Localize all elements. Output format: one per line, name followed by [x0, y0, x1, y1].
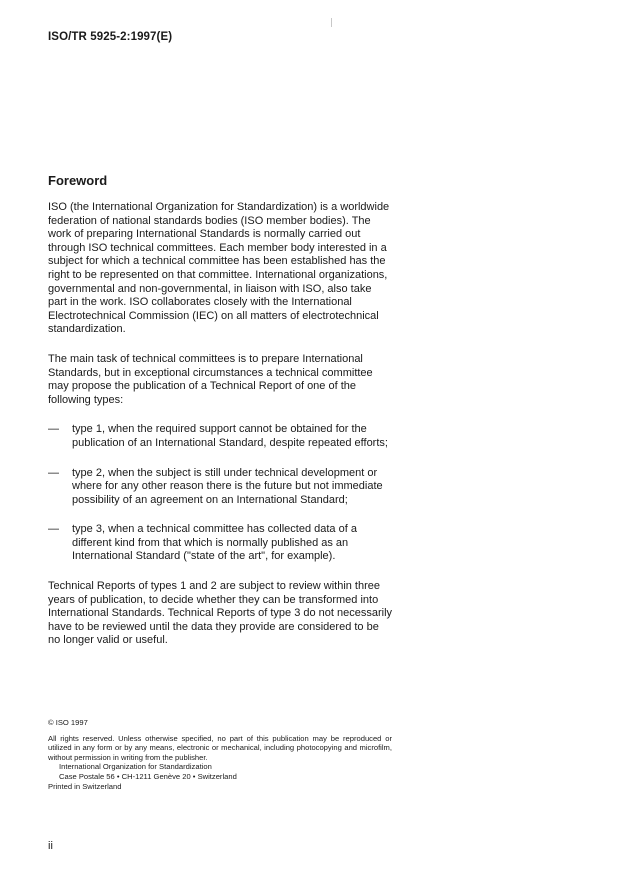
list-item-text: type 3, when a technical committee has collected data of a different kind from that which is normally published as an International Standard ("state of the art", for example). — [72, 523, 357, 563]
copyright-notice: © ISO 1997 — [48, 718, 88, 727]
report-type-list — [48, 423, 393, 564]
list-item — [48, 423, 393, 450]
dash-bullet: — — [48, 423, 59, 436]
list-item — [48, 523, 393, 564]
scan-mark — [331, 18, 332, 27]
page-title: Foreword — [48, 173, 108, 188]
list-item-text: type 1, when the required support cannot be obtained for the publication of an International Standard, despite repeated efforts; — [72, 423, 388, 449]
copyright-footer — [48, 718, 392, 791]
foreword-body — [48, 201, 393, 664]
list-item-text: type 2, when the subject is still under technical development or where for any other reason there is the future but not immediate possibility of an agreement on an International Standard; — [72, 466, 383, 506]
dash-bullet: — — [48, 466, 59, 479]
address-line-2: Case Postale 56 • CH-1211 Genève 20 • Switzerland — [59, 771, 237, 781]
dash-bullet: — — [48, 523, 59, 536]
main-task-paragraph: The main task of technical committees is to prepare International Standards, but in exceptional circumstances a technical committee may propose the publication of a Technical Report of one of the following types: — [48, 352, 373, 406]
rights-statement: All rights reserved. Unless otherwise specified, no part of this publication may be reproduced or utilized in any form or by any means, electronic or mechanical, including photocopying and microfilm, without permission in writing from the publisher. — [48, 733, 392, 762]
closing-paragraph: Technical Reports of types 1 and 2 are subject to review within three years of publication, to decide whether they can be transformed into International Standards. Technical Reports of type 3 do not necessarily have to be reviewed until the data they provide are considered to be no longer valid or useful. — [48, 580, 393, 647]
printed-note: Printed in Switzerland — [48, 781, 122, 791]
list-item — [48, 467, 393, 508]
intro-paragraph: ISO (the International Organization for Standardization) is a worldwide federation of national standards bodies (ISO member bodies). The work of preparing International Standards is normally carried out through ISO technical committees. Each member body interested in a subject for which a technical committee has been established has the right to be represented on that committee. International organizations, governmental and non-governmental, in liaison with ISO, also take part in the work. ISO collaborates closely with the International Electrotechnical Commission (IEC) on all matters of electrotechnical standardization. — [48, 201, 390, 336]
document-id-header: ISO/TR 5925-2:1997(E) — [48, 31, 173, 43]
page-number: ii — [48, 840, 53, 852]
address-line-1: International Organization for Standardization — [59, 762, 212, 772]
